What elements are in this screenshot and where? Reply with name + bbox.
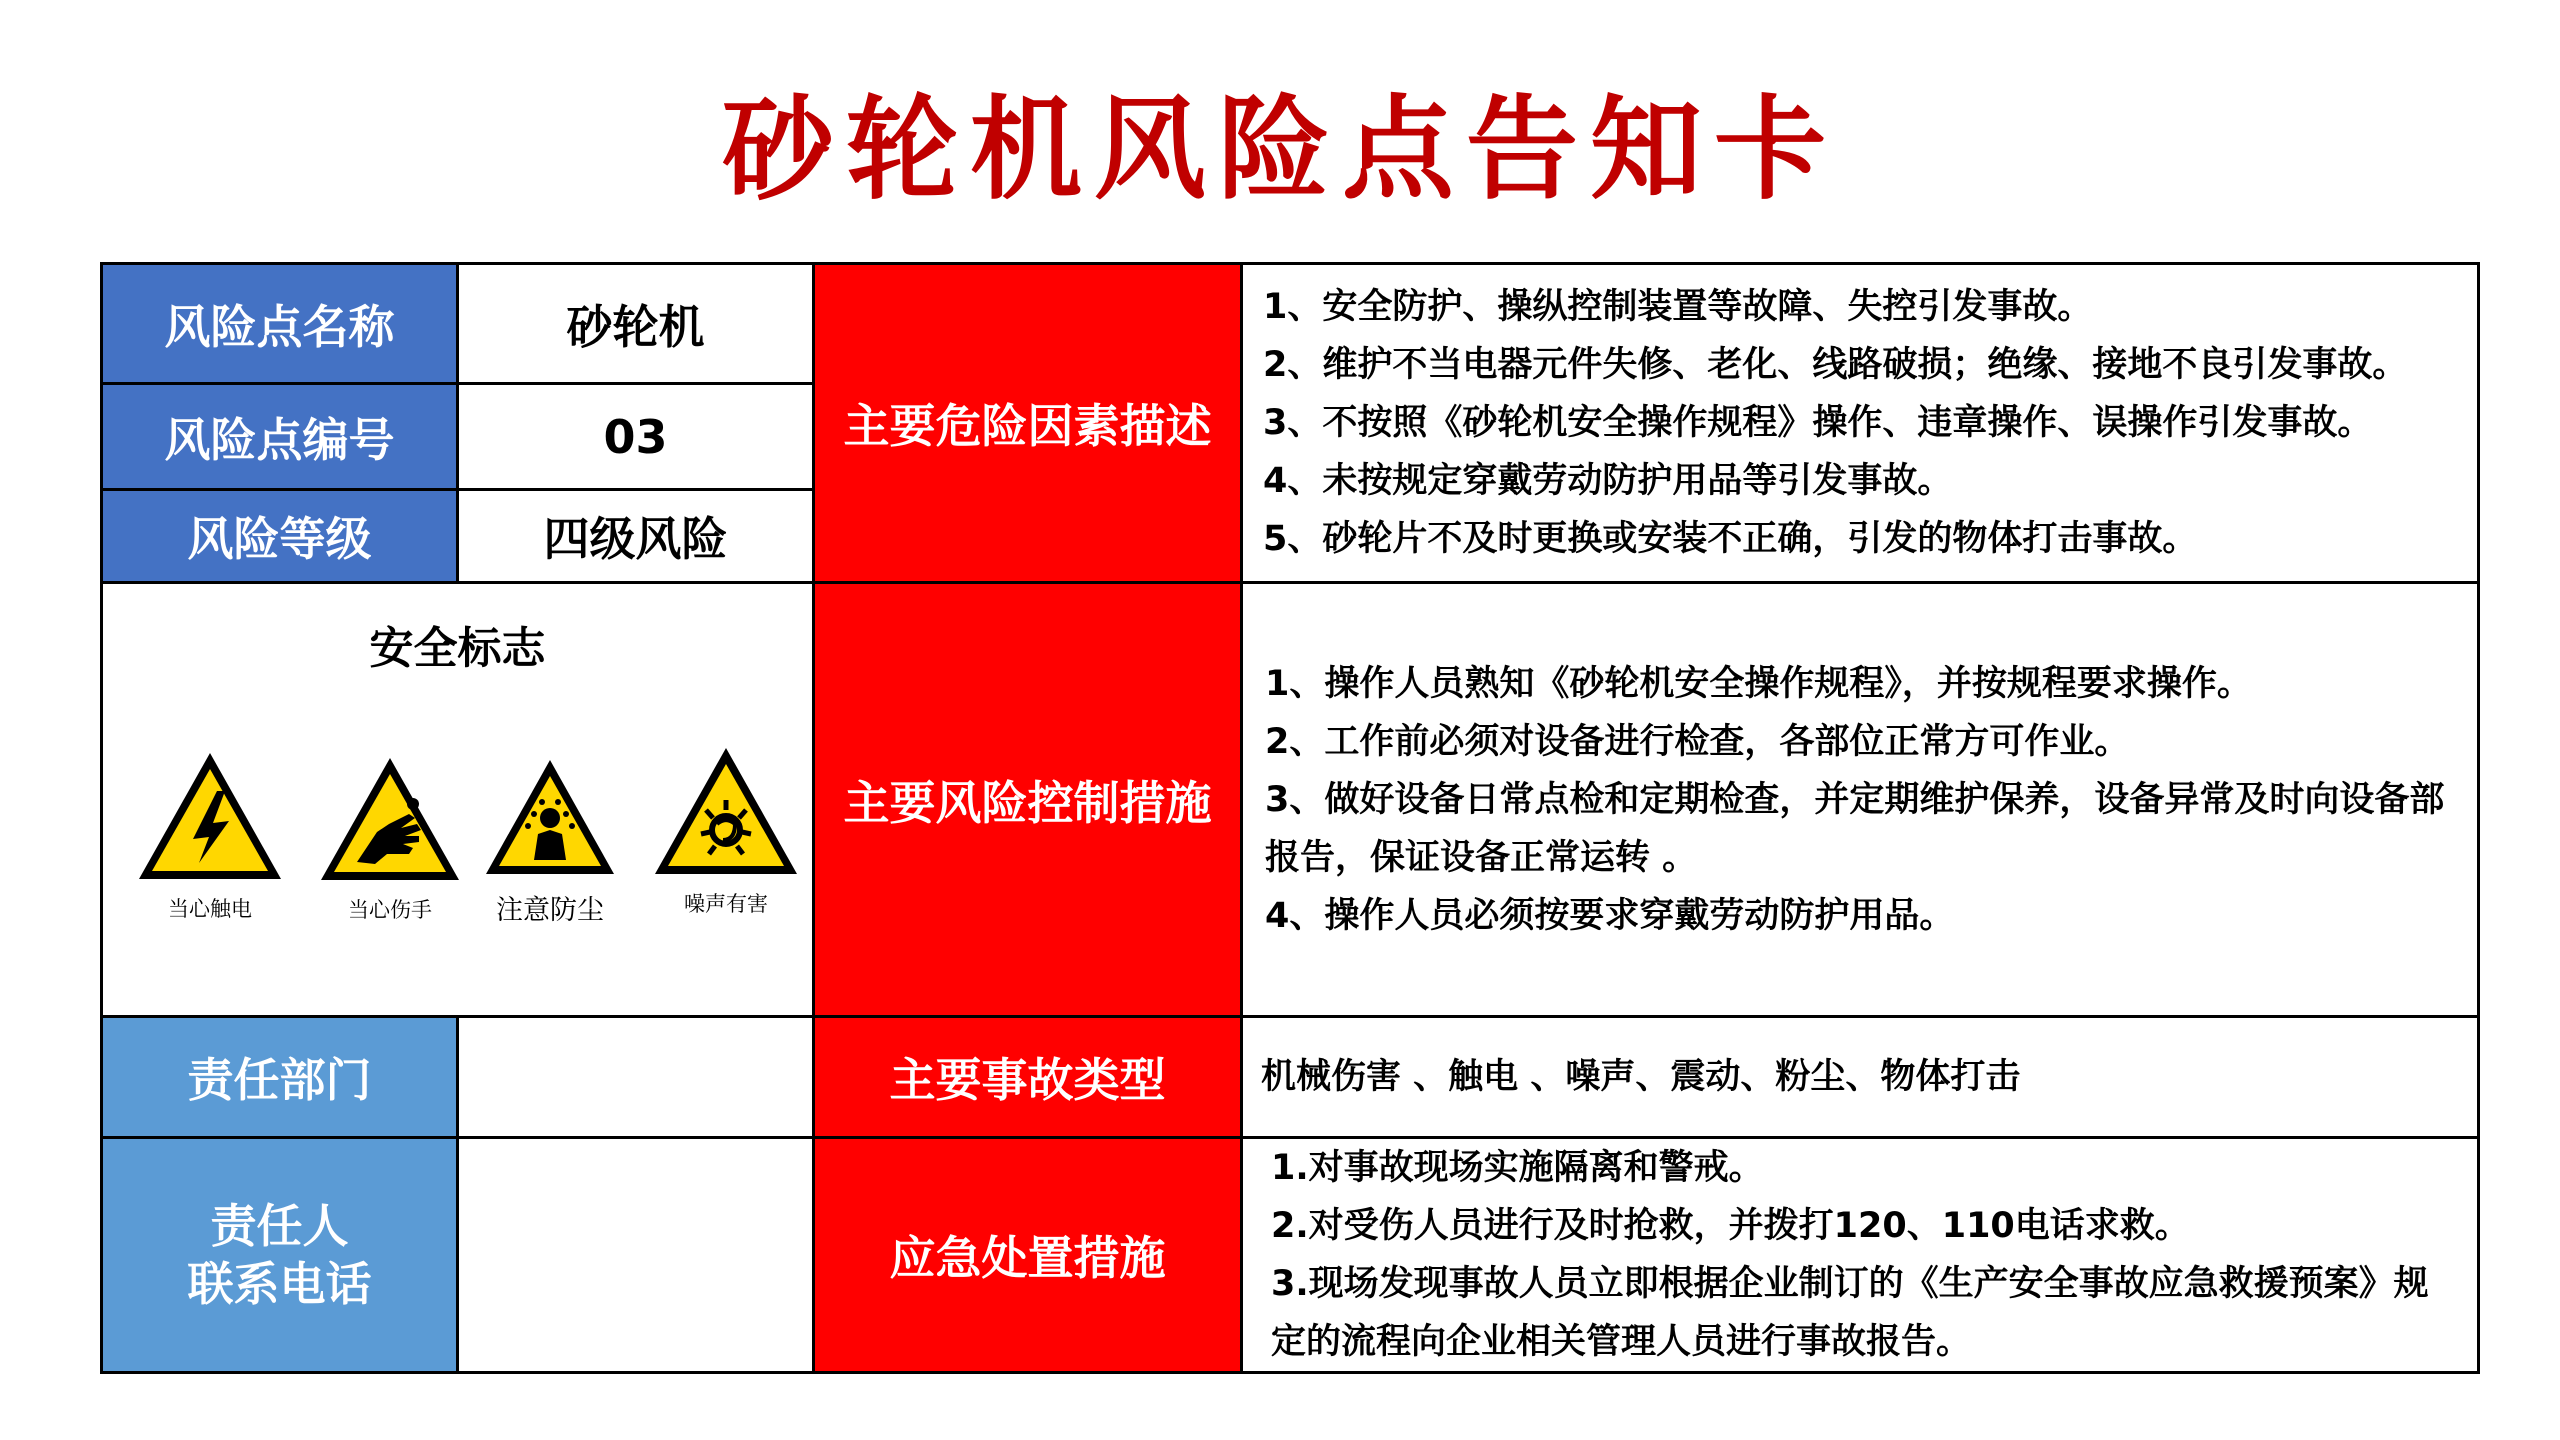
sign-dust	[475, 756, 625, 927]
controls-list	[1243, 584, 2477, 1018]
risk-card	[100, 262, 2480, 1374]
hazard-item: 1、安全防护、操纵控制装置等故障、失控引发事故。	[1263, 287, 2093, 327]
controls-label: 主要风险控制措施	[815, 584, 1243, 1018]
emergency-item: 1.对事故现场实施隔离和警戒。	[1271, 1148, 1764, 1188]
dust-warning-icon	[482, 756, 618, 880]
responsible-person-value	[459, 1139, 815, 1371]
control-item: 1、操作人员熟知《砂轮机安全操作规程》，并按规程要求操作。	[1265, 663, 2252, 704]
sign-electric-shock	[125, 749, 295, 923]
sign-noise	[646, 744, 806, 918]
control-item: 4、操作人员必须按要求穿戴劳动防护用品。	[1265, 895, 1955, 936]
hazard-item: 3、不按照《砂轮机安全操作规程》操作、违章操作、误操作引发事故。	[1263, 403, 2373, 443]
risk-level-value: 四级风险	[459, 491, 815, 584]
accident-types-value: 机械伤害 、触电 、噪声、震动、粉尘、物体打击	[1243, 1018, 2477, 1139]
control-item: 3、做好设备日常点检和定期检查，并定期维护保养，设备异常及时向设备部报告，保证设备正常运转 。	[1265, 779, 2445, 878]
emergency-item: 2.对受伤人员进行及时抢救，并拨打120、110电话求救。	[1271, 1206, 2190, 1246]
risk-number-value: 03	[459, 385, 815, 491]
page-title: 砂轮机风险点告知卡	[722, 85, 1838, 215]
responsible-department-label: 责任部门	[103, 1018, 459, 1139]
noise-warning-icon	[651, 744, 801, 880]
risk-level-label: 风险等级	[103, 491, 459, 584]
responsible-department-value	[459, 1018, 815, 1139]
hazard-item: 2、维护不当电器元件失修、老化、线路破损；绝缘、接地不良引发事故。	[1263, 345, 2408, 385]
hazard-item: 5、砂轮片不及时更换或安装不正确，引发的物体打击事故。	[1263, 519, 2198, 559]
safety-signs-title: 安全标志	[369, 623, 546, 674]
hand-injury-warning-icon	[317, 754, 463, 886]
emergency-label: 应急处置措施	[815, 1139, 1243, 1371]
hazards-label: 主要危险因素描述	[815, 265, 1243, 584]
responsible-person-label	[103, 1139, 459, 1371]
risk-name-value: 砂轮机	[459, 265, 815, 385]
hazard-item: 4、未按规定穿戴劳动防护用品等引发事故。	[1263, 461, 1953, 501]
electric-shock-warning-icon	[135, 749, 285, 885]
hazards-list	[1243, 265, 2477, 584]
sign-caption: 当心伤手	[348, 898, 432, 922]
sign-caption: 噪声有害	[684, 892, 768, 916]
safety-signs-panel	[103, 584, 815, 1018]
responsible-person-label-line2: 联系电话	[187, 1257, 372, 1311]
responsible-person-label-line1: 责任人	[210, 1199, 349, 1253]
risk-number-label: 风险点编号	[103, 385, 459, 491]
control-item: 2、工作前必须对设备进行检查，各部位正常方可作业。	[1265, 721, 2130, 762]
sign-caption: 当心触电	[168, 897, 252, 921]
risk-name-label: 风险点名称	[103, 265, 459, 385]
emergency-list	[1243, 1139, 2477, 1371]
accident-types-label: 主要事故类型	[815, 1018, 1243, 1139]
emergency-item: 3.现场发现事故人员立即根据企业制订的《生产安全事故应急救援预案》规定的流程向企业相关管理人员进行事故报告。	[1271, 1264, 2429, 1362]
sign-hand-injury	[310, 754, 470, 924]
sign-caption: 注意防尘	[496, 895, 604, 926]
